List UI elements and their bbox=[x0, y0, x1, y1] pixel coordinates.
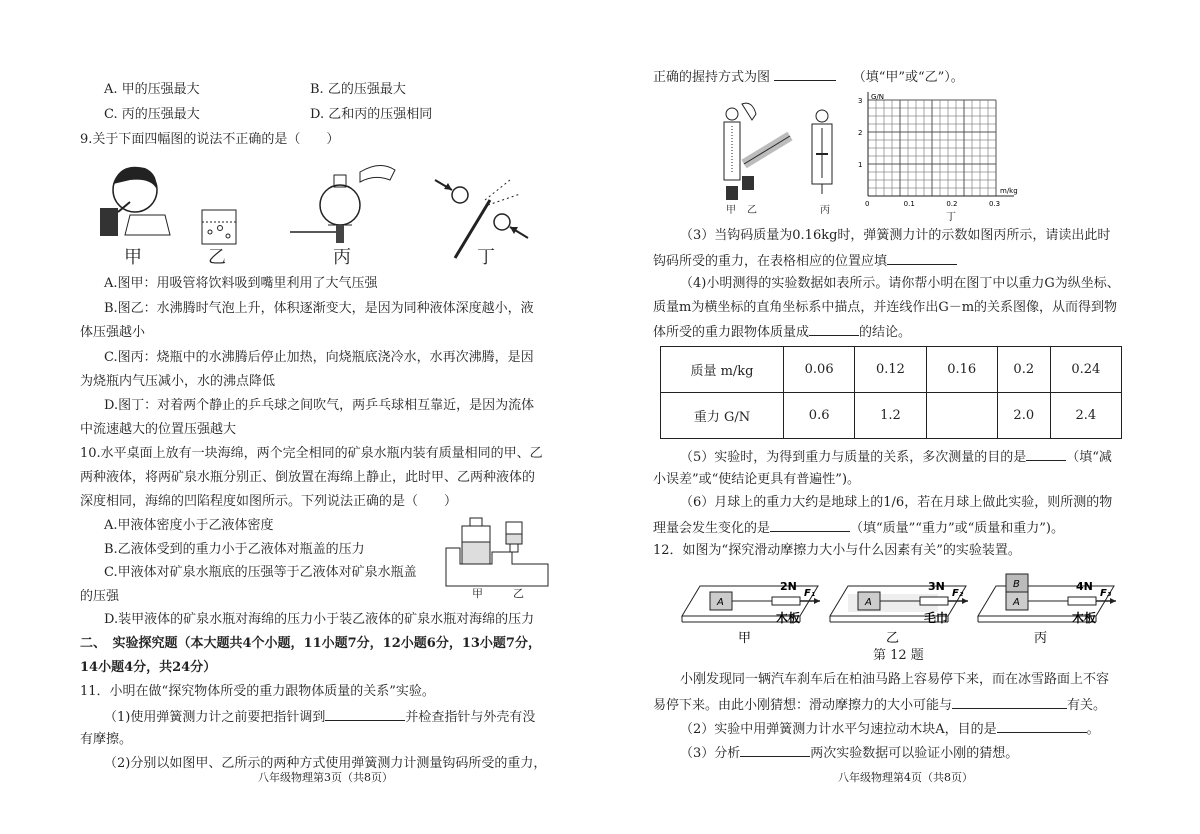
q12-part2-end: 。 bbox=[1086, 722, 1100, 737]
answer-blank[interactable] bbox=[997, 718, 1087, 733]
x-axis-label: m/kg bbox=[1000, 187, 1018, 195]
figure-label: 乙 bbox=[886, 631, 900, 646]
answer-blank[interactable] bbox=[952, 694, 1067, 709]
q12-caption: 第 12 题 bbox=[873, 648, 924, 663]
q10-option-b: B.乙液体受到的重力小于乙液体对瓶盖的压力 bbox=[104, 542, 365, 557]
table-header-weight: 重力 G/N bbox=[661, 393, 784, 439]
surface-label: 木板 bbox=[776, 611, 801, 625]
boy-drinking-figure bbox=[100, 167, 170, 236]
y-tick-label: 3 bbox=[858, 97, 863, 105]
figure-label: 甲 bbox=[738, 631, 752, 646]
table-cell: 0.06 bbox=[784, 347, 855, 393]
q10-option-a: A.甲液体密度小于乙液体密度 bbox=[104, 518, 274, 533]
spring-scale bbox=[1068, 597, 1096, 605]
q11-part6: （6）月球上的重力大约是地球上的1/6，若在月球上做此实验，则所测的物 bbox=[680, 495, 1113, 510]
q9-option-c: C.图丙：烧瓶中的水沸腾后停止加热，向烧瓶底浇冷水，水再次沸腾，是因 bbox=[104, 350, 534, 365]
scale-label-bing: 丙 bbox=[820, 205, 830, 216]
section-2-heading: 二、 实验探究题（本大题共4个小题，11小题7分，12小题6分，13小题7分， bbox=[80, 636, 541, 651]
figure-label: 丙 bbox=[1034, 631, 1048, 646]
q11-part3: （3）当钩码质量为0.16kg时，弹簧测力计的示数如图丙所示，请读出此时 bbox=[680, 228, 1111, 243]
table-cell: 2.4 bbox=[1050, 393, 1121, 439]
answer-blank[interactable] bbox=[809, 321, 859, 336]
q9-option-b: B.图乙：水沸腾时气泡上升，体积逐渐变大，是因为同种液体深度越小，液 bbox=[104, 301, 534, 316]
q12-part2-text: （2）实验中用弹簧测力计水平匀速拉动木块A，目的是 bbox=[680, 722, 997, 737]
scale-label-jia: 甲 bbox=[726, 205, 736, 216]
table-cell: 0.16 bbox=[926, 347, 997, 393]
table-cell: 0.24 bbox=[1050, 347, 1121, 393]
q10-option-d: D.装甲液体的矿泉水瓶对海绵的压力小于装乙液体的矿泉水瓶对海绵的压力 bbox=[104, 612, 535, 627]
spring-scale-figures bbox=[712, 102, 842, 210]
q10-fig-label-jia: 甲 bbox=[472, 587, 483, 600]
q9-stem: 9.关于下面四幅图的说法不正确的是（ ） bbox=[80, 132, 340, 147]
force-symbol: F₃ bbox=[1100, 588, 1112, 599]
table-row bbox=[661, 393, 1122, 439]
q9-option-a: A.图甲：用吸管将饮料吸到嘴里利用了大气压强 bbox=[104, 276, 378, 291]
block-a-label: A bbox=[717, 597, 724, 608]
y-tick-label: 1 bbox=[858, 161, 863, 169]
answer-blank[interactable] bbox=[774, 66, 836, 81]
q11-stem: 11．小明在做“探究物体所受的重力跟物体质量的关系”实验。 bbox=[80, 684, 435, 699]
section-2-heading-cont: 14小题4分，共24分） bbox=[80, 660, 217, 675]
surface-label: 木板 bbox=[1072, 611, 1097, 625]
table-cell-blank[interactable] bbox=[926, 393, 997, 439]
q11-part2-cont bbox=[653, 66, 964, 88]
q11-part1 bbox=[104, 706, 535, 728]
bottles-on-sponge-figure bbox=[444, 512, 552, 588]
y-tick-label: 2 bbox=[858, 129, 863, 137]
beaker-figure bbox=[202, 210, 236, 244]
x-tick-label: 0 bbox=[865, 200, 870, 208]
q11-part5-hint: （填“减 bbox=[1066, 450, 1112, 465]
q9-fig-label-ding: 丁 bbox=[477, 247, 495, 268]
q11-part1-text: （1)使用弹簧测力计之前要把指针调到 bbox=[104, 710, 326, 725]
spring-scale-bing bbox=[812, 110, 832, 194]
q11-part1-text-b: 并检查指针与外壳有没 bbox=[405, 710, 536, 725]
q12-part3-text: （3）分析 bbox=[680, 746, 741, 761]
q11-part1-cont: 有摩擦。 bbox=[80, 732, 133, 747]
spring-scale-yi bbox=[742, 103, 790, 190]
q11-part3-cont bbox=[653, 250, 957, 272]
table-cell: 0.6 bbox=[784, 393, 855, 439]
q11-part5 bbox=[680, 446, 1112, 468]
q8-option-c: C. 丙的压强最大 bbox=[104, 107, 200, 122]
q11-part4-end: 的结论。 bbox=[859, 325, 912, 340]
table-header-mass: 质量 m/kg bbox=[661, 347, 784, 393]
surface-label: 毛巾 bbox=[924, 611, 949, 625]
q11-part4-cont: 质量m为横坐标的直角坐标系中描点，并连线作出G－m的关系图像，从而得到物 bbox=[653, 300, 1118, 315]
force-reading: 3N bbox=[928, 580, 945, 593]
x-tick-label: 0.2 bbox=[946, 200, 958, 208]
force-reading: 2N bbox=[780, 580, 797, 593]
q9-option-b-cont: 体压强越小 bbox=[80, 325, 146, 340]
q11-part2: （2)分别以如图甲、乙所示的两种方式使用弹簧测力计测量钩码所受的重力， bbox=[104, 756, 547, 771]
x-tick-label: 0.1 bbox=[903, 200, 915, 208]
q11-part4-text: 体所受的重力跟物体质量成 bbox=[653, 325, 810, 340]
q12-part3 bbox=[680, 742, 1018, 764]
force-symbol: F₁ bbox=[804, 588, 816, 599]
q9-option-c-cont: 为烧瓶内气压减小，水的沸点降低 bbox=[80, 374, 276, 389]
answer-blank[interactable] bbox=[1026, 446, 1066, 461]
q12-paragraph-2-end: 有关。 bbox=[1067, 698, 1107, 713]
q12-part2 bbox=[680, 718, 1100, 740]
q8-option-d: D. 乙和丙的压强相同 bbox=[310, 107, 433, 122]
q10-stem-1: 10.水平桌面上放有一块海绵，两个完全相同的矿泉水瓶内装有质量相同的甲、乙 bbox=[80, 446, 543, 461]
table-cell: 2.0 bbox=[997, 393, 1050, 439]
g-m-graph bbox=[850, 92, 1040, 222]
q12-part3-end: 两次实验数据可以验证小刚的猜想。 bbox=[810, 746, 1019, 761]
left-page-footer: 八年级物理第3页（共8页） bbox=[258, 771, 393, 784]
table-row bbox=[661, 347, 1122, 393]
q10-fig-label-yi: 乙 bbox=[513, 587, 524, 600]
table-cell: 1.2 bbox=[855, 393, 926, 439]
block-a-label: A bbox=[865, 597, 872, 608]
q9-fig-label-bing: 丙 bbox=[333, 247, 351, 268]
flask-figure bbox=[290, 165, 395, 243]
q12-stem: 12．如图为“探究滑动摩擦力大小与什么因素有关”的实验装置。 bbox=[653, 543, 1021, 558]
answer-blank[interactable] bbox=[770, 517, 850, 532]
q11-part4-cont2 bbox=[653, 321, 911, 343]
graph-caption: 丁 bbox=[946, 212, 956, 222]
y-axis-label: G/N bbox=[871, 93, 885, 101]
q8-option-b: B. 乙的压强最大 bbox=[310, 82, 406, 97]
q12-paragraph-2-text: 易停下来。由此小刚猜想：滑动摩擦力的大小可能与 bbox=[653, 698, 953, 713]
table-cell: 0.2 bbox=[997, 347, 1050, 393]
force-reading: 4N bbox=[1076, 580, 1093, 593]
q9-option-d-cont: 中流速越大的位置压强越大 bbox=[80, 422, 237, 437]
spring-scale-jia bbox=[724, 108, 740, 200]
q12-paragraph-1: 小刚发现同一辆汽车刹车后在柏油马路上容易停下来，而在冰雪路面上不容 bbox=[680, 672, 1110, 687]
q10-option-c-cont: 的压强 bbox=[80, 589, 120, 604]
q10-stem-3: 深度相同，海绵的凹陷程度如图所示。下列说法正确的是（ ） bbox=[80, 494, 458, 509]
q9-option-d: D.图丁：对着两个静止的乒乓球之间吹气，两乒乓球相互靠近，是因为流体 bbox=[104, 398, 535, 413]
q9-fig-label-jia: 甲 bbox=[124, 247, 142, 268]
q11-part2-cont-hint: （填“甲”或“乙”）。 bbox=[852, 70, 964, 85]
q8-option-a: A. 甲的压强最大 bbox=[104, 82, 200, 97]
block-b-label: B bbox=[1013, 579, 1020, 590]
force-symbol: F₂ bbox=[952, 588, 964, 599]
x-tick-label: 0.3 bbox=[989, 200, 1001, 208]
answer-blank[interactable] bbox=[740, 742, 810, 757]
q11-part3-text: 钩码所受的重力，在表格相应的位置应填 bbox=[653, 254, 888, 269]
answer-blank[interactable] bbox=[325, 706, 405, 721]
right-page-footer: 八年级物理第4页（共8页） bbox=[838, 771, 973, 784]
block-a-label: A bbox=[1013, 597, 1020, 608]
answer-blank[interactable] bbox=[887, 250, 957, 265]
q11-part6-text: 理量会发生变化的是 bbox=[653, 521, 771, 536]
q10-option-c: C.甲液体对矿泉水瓶底的压强等于乙液体对矿泉水瓶盖 bbox=[104, 565, 417, 580]
friction-experiment-figures bbox=[680, 566, 1120, 648]
q11-part6-cont bbox=[653, 517, 1064, 539]
q11-part2-cont-text: 正确的握持方式为图 bbox=[653, 70, 771, 85]
scale-label-yi: 乙 bbox=[747, 205, 757, 216]
spring-scale bbox=[772, 597, 800, 605]
q10-stem-2: 两种液体，将两矿泉水瓶分别正、倒放置在海绵上静止，此时甲、乙两种液体的 bbox=[80, 470, 536, 485]
q11-part5-text: （5）实验时，为得到重力与质量的关系，多次测量的目的是 bbox=[680, 450, 1027, 465]
table-cell: 0.12 bbox=[855, 347, 926, 393]
q11-part5-cont: 小误差”或“使结论更具有普遍性”)。 bbox=[653, 472, 861, 487]
spring-scale bbox=[920, 597, 948, 605]
q11-part6-hint: （填“质量”“重力”或“质量和重力”)。 bbox=[850, 521, 1064, 536]
q9-fig-label-yi: 乙 bbox=[208, 247, 226, 268]
q11-part4: （4)小明测得的实验数据如表所示。请你帮小明在图丁中以重力G为纵坐标、 bbox=[680, 276, 1120, 291]
q12-paragraph-2 bbox=[653, 694, 1106, 716]
mass-weight-table bbox=[660, 346, 1122, 439]
